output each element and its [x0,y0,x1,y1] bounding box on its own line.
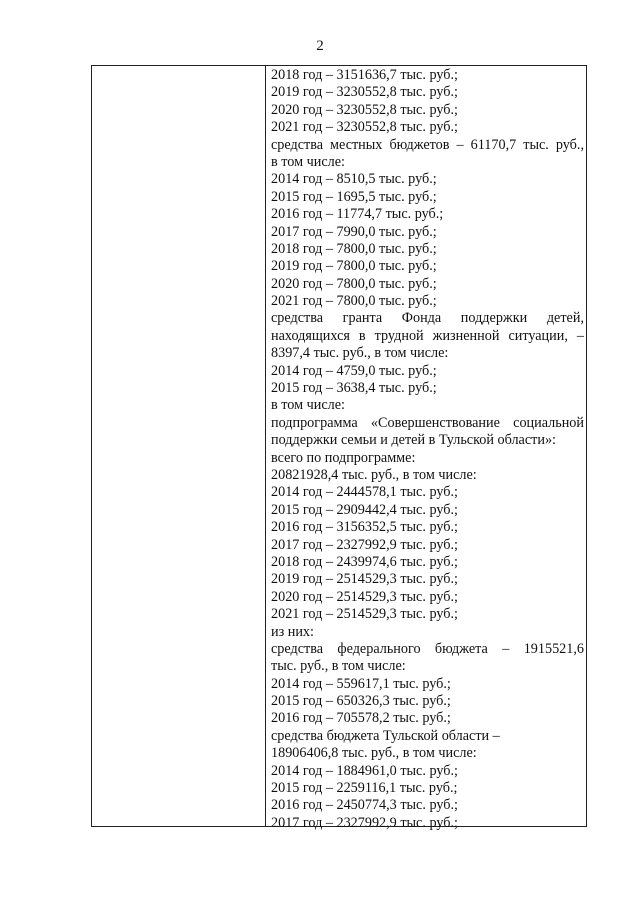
table-text-line: в том числе: [271,397,345,414]
table-text-line: средства бюджета Тульской области – [271,727,500,744]
table-text-line: 2014 год – 2444578,1 тыс. руб.; [271,484,458,501]
table-text-line: 2015 год – 3638,4 тыс. руб.; [271,380,437,397]
table-text-line: 2016 год – 2450774,3 тыс. руб.; [271,797,458,814]
table-text-line: всего по подпрограмме: [271,449,416,466]
table-text-line: находящихся в трудной жизненной ситуации, – [271,327,584,344]
right-cell [271,67,584,832]
table-text-line: 2020 год – 3230552,8 тыс. руб.; [271,101,458,118]
table-text-line: в том числе: [271,153,345,170]
table-text-line: средства гранта Фонда поддержки детей, [271,310,584,327]
table-text-line: 2016 год – 3156352,5 тыс. руб.; [271,519,458,536]
table-text-line: подпрограмма «Совершенствование социальной [271,414,584,431]
table-text-line: 2021 год – 7800,0 тыс. руб.; [271,293,437,310]
table-text-line: 2018 год – 7800,0 тыс. руб.; [271,240,437,257]
table-text-line: 2017 год – 2327992,9 тыс. руб.; [271,814,458,831]
table-text-line: 2019 год – 7800,0 тыс. руб.; [271,258,437,275]
left-cell [92,66,265,826]
table-text-line: 2019 год – 2514529,3 тыс. руб.; [271,571,458,588]
financing-table [91,65,587,831]
table-text-line: поддержки семьи и детей в Тульской области»: [271,432,556,449]
table-text-line: из них: [271,623,314,640]
table-text-line: средства местных бюджетов – 61170,7 тыс. руб., [271,136,584,153]
table-text-line: 2015 год – 1695,5 тыс. руб.; [271,188,437,205]
table-text-line: 2014 год – 559617,1 тыс. руб.; [271,675,451,692]
table-text-line: 2021 год – 3230552,8 тыс. руб.; [271,119,458,136]
table-text-line: средства федерального бюджета – 1915521,6 [271,640,584,657]
table-text-line: 2019 год – 3230552,8 тыс. руб.; [271,84,458,101]
table-text-line: 2020 год – 2514529,3 тыс. руб.; [271,588,458,605]
table-text-line: 20821928,4 тыс. руб., в том числе: [271,466,477,483]
table-text-line: 2015 год – 650326,3 тыс. руб.; [271,693,451,710]
table-text-line: 2018 год – 3151636,7 тыс. руб.; [271,67,458,83]
column-divider [265,66,266,826]
table-text-line: 2014 год – 4759,0 тыс. руб.; [271,362,437,379]
table-text-line: 2016 год – 11774,7 тыс. руб.; [271,206,444,223]
table-text-line: 2021 год – 2514529,3 тыс. руб.; [271,606,458,623]
table-text-line: 2015 год – 2909442,4 тыс. руб.; [271,501,458,518]
table-text-line: 2017 год – 2327992,9 тыс. руб.; [271,536,458,553]
table-text-line: 2017 год – 7990,0 тыс. руб.; [271,223,437,240]
page-number: 2 [316,38,324,54]
table-text-line: 2015 год – 2259116,1 тыс. руб.; [271,780,458,797]
table-text-line: 2014 год – 8510,5 тыс. руб.; [271,171,437,188]
table-text-line: 2016 год – 705578,2 тыс. руб.; [271,710,451,727]
table-text-line: 2018 год – 2439974,6 тыс. руб.; [271,553,458,570]
table-text-line: 18906406,8 тыс. руб., в том числе: [271,745,477,762]
table-text-line: 2014 год – 1884961,0 тыс. руб.; [271,762,458,779]
table-text-line: тыс. руб., в том числе: [271,658,406,675]
table-text-line: 8397,4 тыс. руб., в том числе: [271,345,449,362]
table-text-line: 2020 год – 7800,0 тыс. руб.; [271,275,437,292]
